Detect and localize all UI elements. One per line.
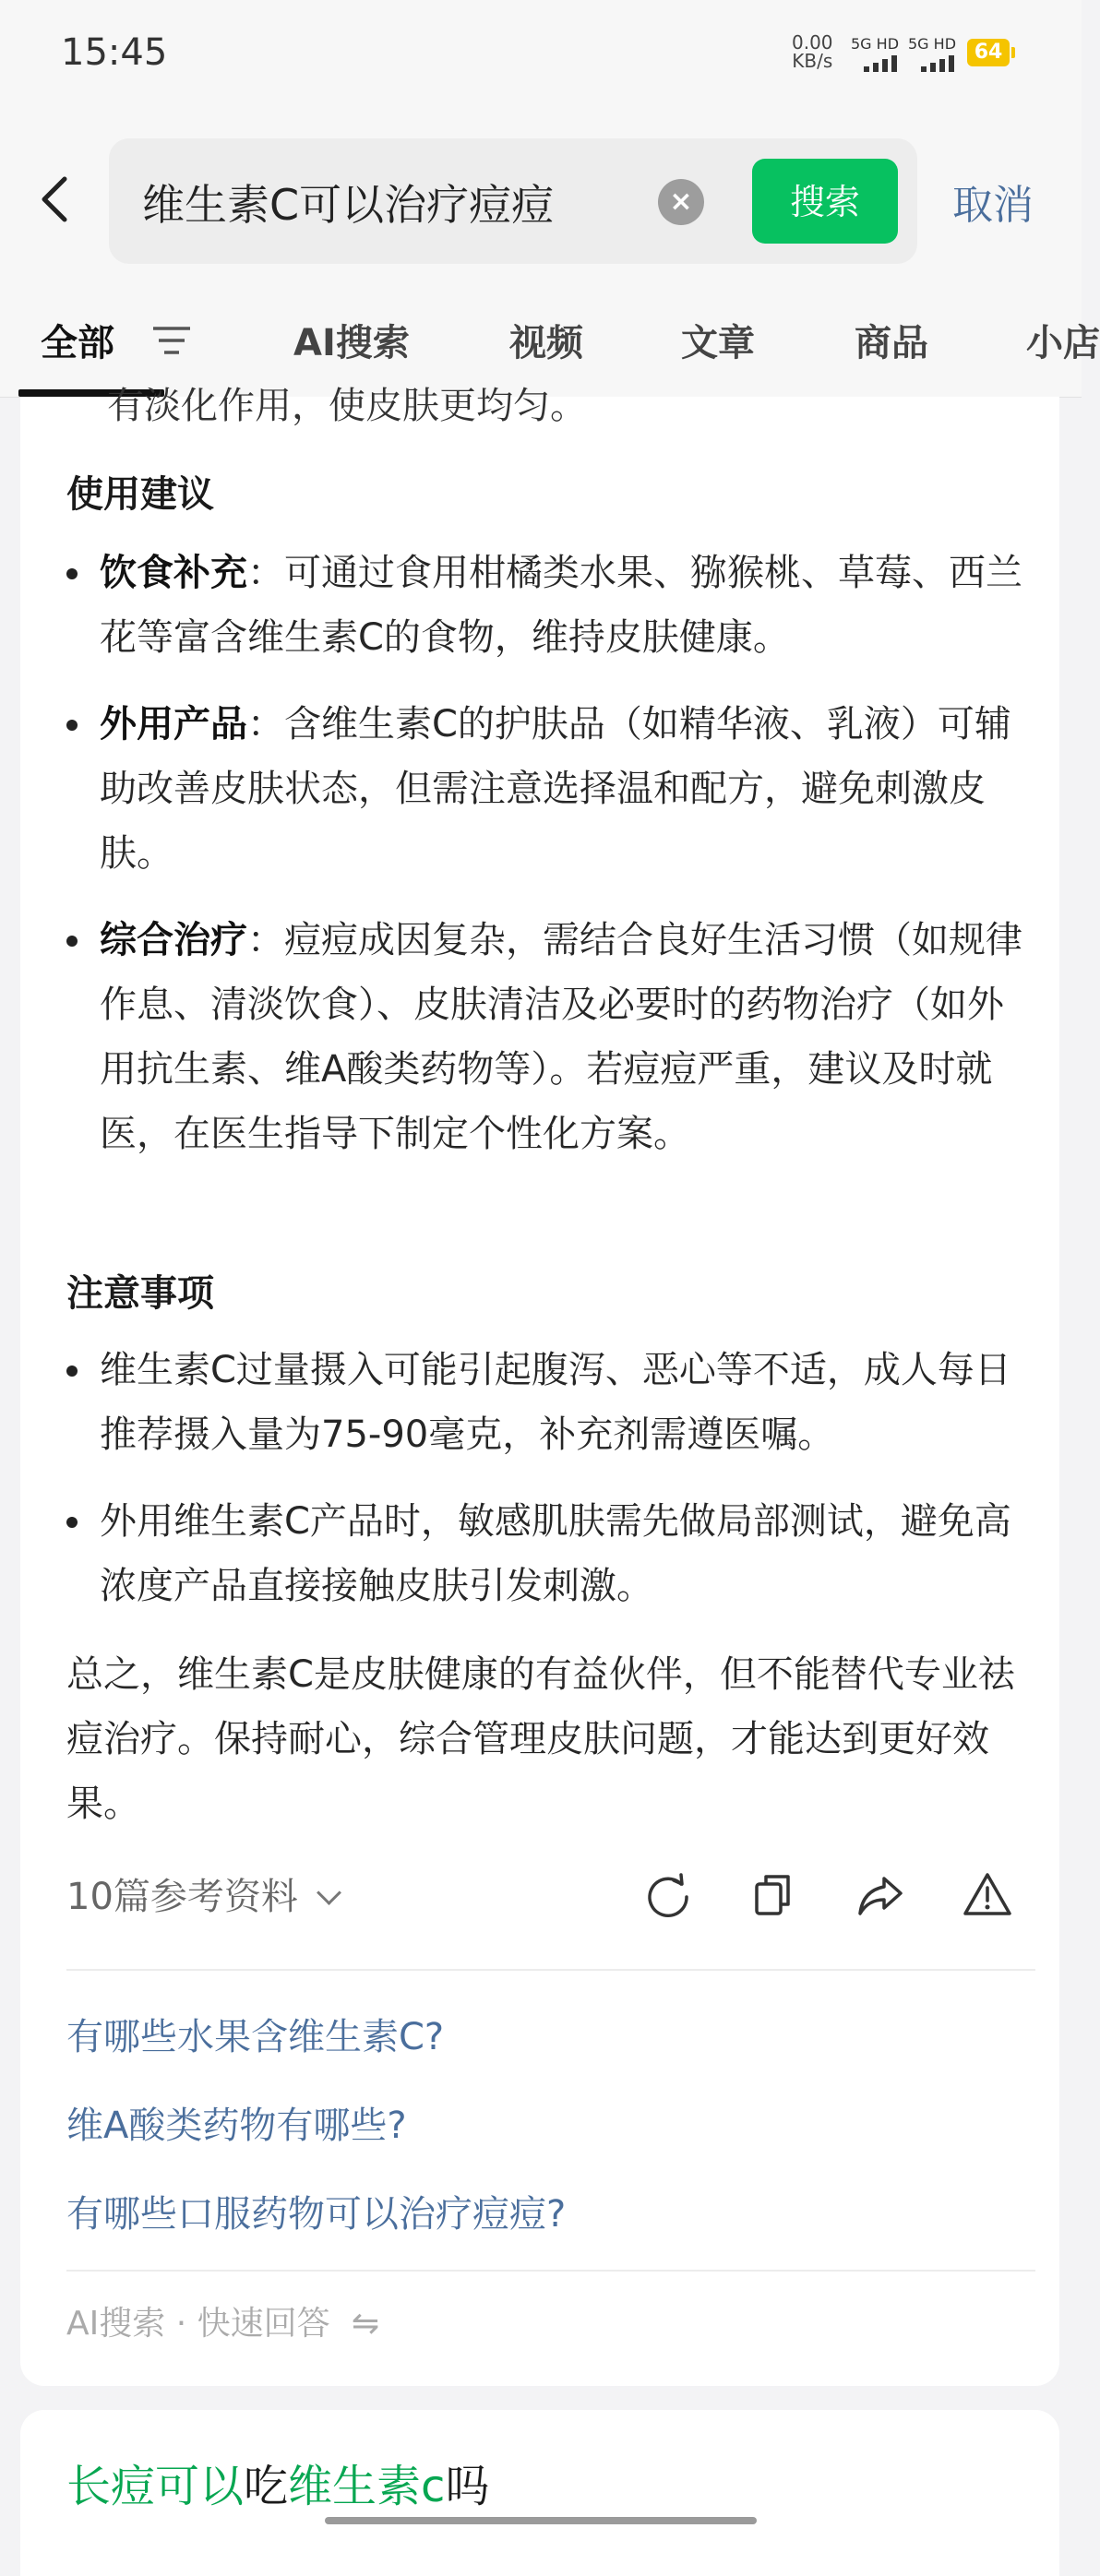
divider <box>66 2270 1035 2272</box>
list-item-text: ：痘痘成因复杂，需结合良好生活习惯（如规律作息、清淡饮食）、皮肤清洁及必要时的药物治疗（如外用抗生素、维A酸类药物等）。若痘痘严重，建议及时就医，在医生指导下制定个性化方案。 <box>100 919 1022 1155</box>
list-item <box>66 692 1026 886</box>
switch-icon[interactable]: ⇋ <box>352 2305 380 2343</box>
tab-article[interactable]: 文章 <box>681 322 755 364</box>
ai-footer-label: AI搜索 · 快速回答 <box>66 2305 330 2343</box>
result-title-highlight-2: 维生素c <box>288 2461 446 2512</box>
home-indicator[interactable] <box>325 2517 757 2524</box>
bullet-icon <box>66 936 78 947</box>
warning-icon[interactable] <box>960 1867 1015 1923</box>
copy-icon[interactable] <box>746 1867 801 1923</box>
result-title-text: 吃 <box>244 2461 289 2512</box>
sim1-label: 5G HD <box>851 35 900 53</box>
search-button[interactable]: 搜索 <box>752 159 898 244</box>
list-item-title: 综合治疗 <box>100 919 247 961</box>
list-item <box>66 908 1026 1166</box>
list-item-title: 饮食补充 <box>100 552 247 594</box>
bullet-icon <box>66 1366 78 1377</box>
tab-products[interactable]: 商品 <box>855 322 928 364</box>
related-question-2[interactable]: 维A酸类药物有哪些? <box>66 2105 407 2147</box>
refresh-icon[interactable] <box>640 1867 696 1923</box>
network-speed <box>792 33 833 70</box>
ai-footer-note <box>66 2297 379 2344</box>
bullet-icon <box>66 720 78 731</box>
sim2-label: 5G HD <box>908 35 957 53</box>
clear-icon[interactable]: × <box>658 179 704 225</box>
tab-ai-search[interactable]: AI搜索 <box>293 322 410 364</box>
result-title[interactable] <box>66 2451 489 2514</box>
search-header <box>0 111 1082 286</box>
section-title-usage: 使用建议 <box>66 473 214 516</box>
battery-icon: 64 <box>967 39 1010 66</box>
tab-shop[interactable]: 小店 <box>1026 322 1100 364</box>
status-bar <box>0 0 1082 111</box>
network-speed-value: 0.00 <box>792 31 833 54</box>
ai-answer-card <box>20 385 1059 2386</box>
chevron-down-icon <box>317 1880 341 1905</box>
list-item-text: 外用维生素C产品时，敏感肌肤需先做局部测试，避免高浓度产品直接接触皮肤引发刺激。 <box>100 1500 1011 1607</box>
list-item-text: 维生素C过量摄入可能引起腹泻、恶心等不适，成人每日推荐摄入量为75-90毫克，补充剂需遵医嘱。 <box>100 1349 1011 1456</box>
references-toggle[interactable] <box>66 1867 338 1920</box>
result-title-highlight: 长痘可以 <box>66 2461 245 2512</box>
answer-summary: 总之，维生素C是皮肤健康的有益伙伴，但不能替代专业祛痘治疗。保持耐心，综合管理皮肤问题，才能达到更好效果。 <box>66 1653 1015 1825</box>
answer-cut-line: 有淡化作用，使皮肤更均匀。 <box>107 385 587 427</box>
list-item-text: ：含维生素C的护肤品（如精华液、乳液）可辅助改善皮肤状态，但需注意选择温和配方，避免刺激皮肤。 <box>100 703 1011 875</box>
related-question-1[interactable]: 有哪些水果含维生素C? <box>66 2016 445 2058</box>
filter-icon[interactable] <box>151 325 192 356</box>
back-arrow-icon[interactable] <box>33 170 79 229</box>
list-item <box>66 541 1026 670</box>
cancel-button[interactable]: 取消 <box>952 182 1034 229</box>
list-item-text: ：可通过食用柑橘类水果、猕猴桃、草莓、西兰花等富含维生素C的食物，维持皮肤健康。 <box>100 552 1022 659</box>
signal-icon-2 <box>921 55 954 72</box>
tab-video[interactable]: 视频 <box>509 322 583 364</box>
search-box[interactable] <box>109 138 917 264</box>
search-input[interactable]: 维生素C可以治疗痘痘 <box>142 180 555 230</box>
list-item <box>66 1489 1026 1618</box>
network-speed-unit: KB/s <box>792 50 833 72</box>
section-title-notes: 注意事项 <box>66 1272 214 1315</box>
bullet-icon <box>66 568 78 579</box>
list-item-title: 外用产品 <box>100 703 247 745</box>
bullet-icon <box>66 1517 78 1528</box>
divider <box>66 1969 1035 1971</box>
result-title-text-2: 吗 <box>445 2461 490 2512</box>
status-time: 15:45 <box>61 31 168 74</box>
tab-all[interactable]: 全部 <box>41 322 114 364</box>
result-card[interactable] <box>20 2410 1059 2576</box>
share-icon[interactable] <box>853 1867 908 1923</box>
related-question-3[interactable]: 有哪些口服药物可以治疗痘痘? <box>66 2193 567 2236</box>
signal-icon <box>864 55 897 72</box>
list-item <box>66 1338 1026 1467</box>
references-label: 10篇参考资料 <box>66 1876 298 1918</box>
